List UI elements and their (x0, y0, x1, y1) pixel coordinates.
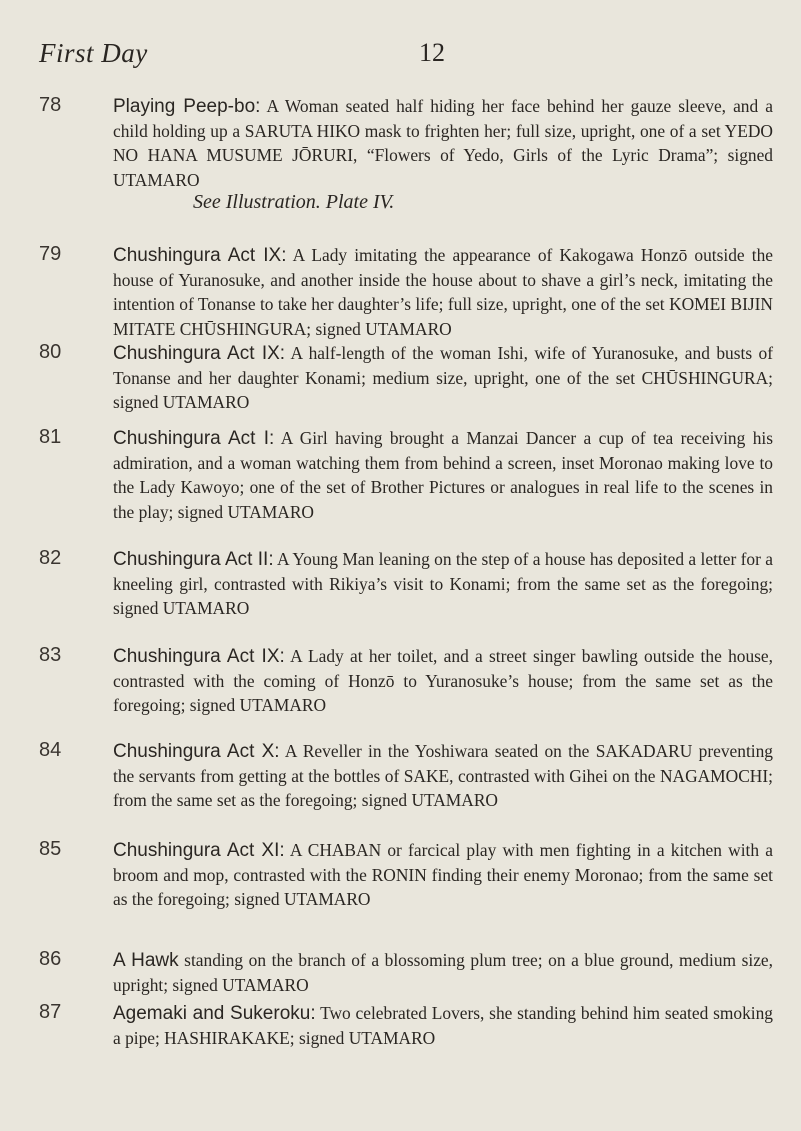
lot-number: 84 (39, 739, 62, 761)
lot-body: A half-length of the woman Ishi, wife of Yuranosuke, and busts of Tonanse and her daughter Konami; medium size, upright, one of the set CHŪSHINGURA; signed UTAMARO (113, 343, 774, 413)
lot-body: A Woman seated half hiding her face behind her gauze sleeve, and a child holding up a SARUTA HIKO mask to frighten her; full size, upright, one of a set YEDO NO HANA MUSUME JŌRURI, “Flowers of Yedo, Girls of the Lyric Drama”; signed UTAMARO (113, 96, 773, 190)
lot-body: Two celebrated Lovers, she standing behind him seated smoking a pipe; HASHIRAKAKE; signed UTAMARO (113, 1003, 773, 1049)
lot-number: 87 (39, 1001, 62, 1023)
lot-description (113, 838, 773, 912)
lot-number: 85 (39, 838, 62, 860)
lot-body: A Lady at her toilet, and a street singer bawling outside the house, contrasted with the coming of Honzō to Yuranosuke’s house; from the same set as the foregoing; signed UTAMARO (113, 646, 774, 716)
lot-description (113, 739, 773, 813)
lot-title: Chushingura Act XI: (113, 840, 285, 861)
lot-title: Chushingura Act IX: (113, 646, 285, 667)
lot-description (113, 547, 773, 621)
lot-number: 81 (39, 426, 62, 448)
lot-description (113, 243, 773, 341)
lot-body: A Reveller in the Yoshiwara seated on the SAKADARU preventing the servants from getting at the bottles of SAKE, contrasted with Gihei on the NAGAMOCHI; from the same set as the foregoing; signed UTAMARO (113, 741, 773, 811)
lot-title: Chushingura Act IX: (113, 245, 287, 266)
lot-title: A Hawk (113, 950, 179, 971)
lot-title: Chushingura Act X: (113, 741, 280, 762)
lot-number: 83 (39, 644, 62, 666)
lot-description (113, 341, 773, 415)
lot-description (113, 1001, 773, 1050)
lot-body: A CHABAN or farcical play with men fighting in a kitchen with a broom and mop, contrasted with the RONIN finding their enemy Moronao; from the same set as the foregoing; signed UTAMARO (113, 840, 773, 910)
page-header (39, 38, 759, 78)
lot-number: 80 (39, 341, 62, 363)
lot-body: A Young Man leaning on the step of a house has deposited a letter for a kneeling girl, contrasted with Rikiya’s visit to Konami; from the same set as the foregoing; signed UTAMARO (113, 549, 773, 619)
lot-body: A Girl having brought a Manzai Dancer a cup of tea receiving his admiration, and a woman watching them from behind a screen, inset Moronao making love to the Lady Kawoyo; one of the set of Brother Pictures or analogues in real life to the scenes in the play; signed UTAMARO (113, 428, 773, 522)
lot-title: Chushingura Act IX: (113, 343, 286, 364)
lot-number: 82 (39, 547, 62, 569)
lot-number: 79 (39, 243, 62, 265)
lot-body: A Lady imitating the appearance of Kakogawa Honzō outside the house of Yuranosuke, and another inside the house about to shave a girl’s neck, imitating the intention of Tonanse to take her daughter’s life; full size, upright, one of the set KOMEI BIJIN MITATE CHŪSHINGURA; signed UTAMARO (113, 245, 773, 339)
see-illustration-note: See Illustration. Plate IV. (193, 191, 395, 213)
lot-title: Playing Peep-bo: (113, 96, 261, 117)
page-number: 12 (419, 38, 445, 67)
lot-description (113, 948, 773, 997)
lot-title: Chushingura Act II: (113, 549, 274, 570)
lot-title: Chushingura Act I: (113, 428, 275, 449)
lot-description (113, 94, 773, 192)
lot-body: standing on the branch of a blossoming plum tree; on a blue ground, medium size, upright; signed UTAMARO (113, 950, 773, 996)
lot-number: 78 (39, 94, 62, 116)
day-heading: First Day (39, 38, 148, 68)
lot-number: 86 (39, 948, 62, 970)
lot-title: Agemaki and Sukeroku: (113, 1003, 316, 1024)
lot-description (113, 426, 773, 524)
lot-description (113, 644, 773, 718)
